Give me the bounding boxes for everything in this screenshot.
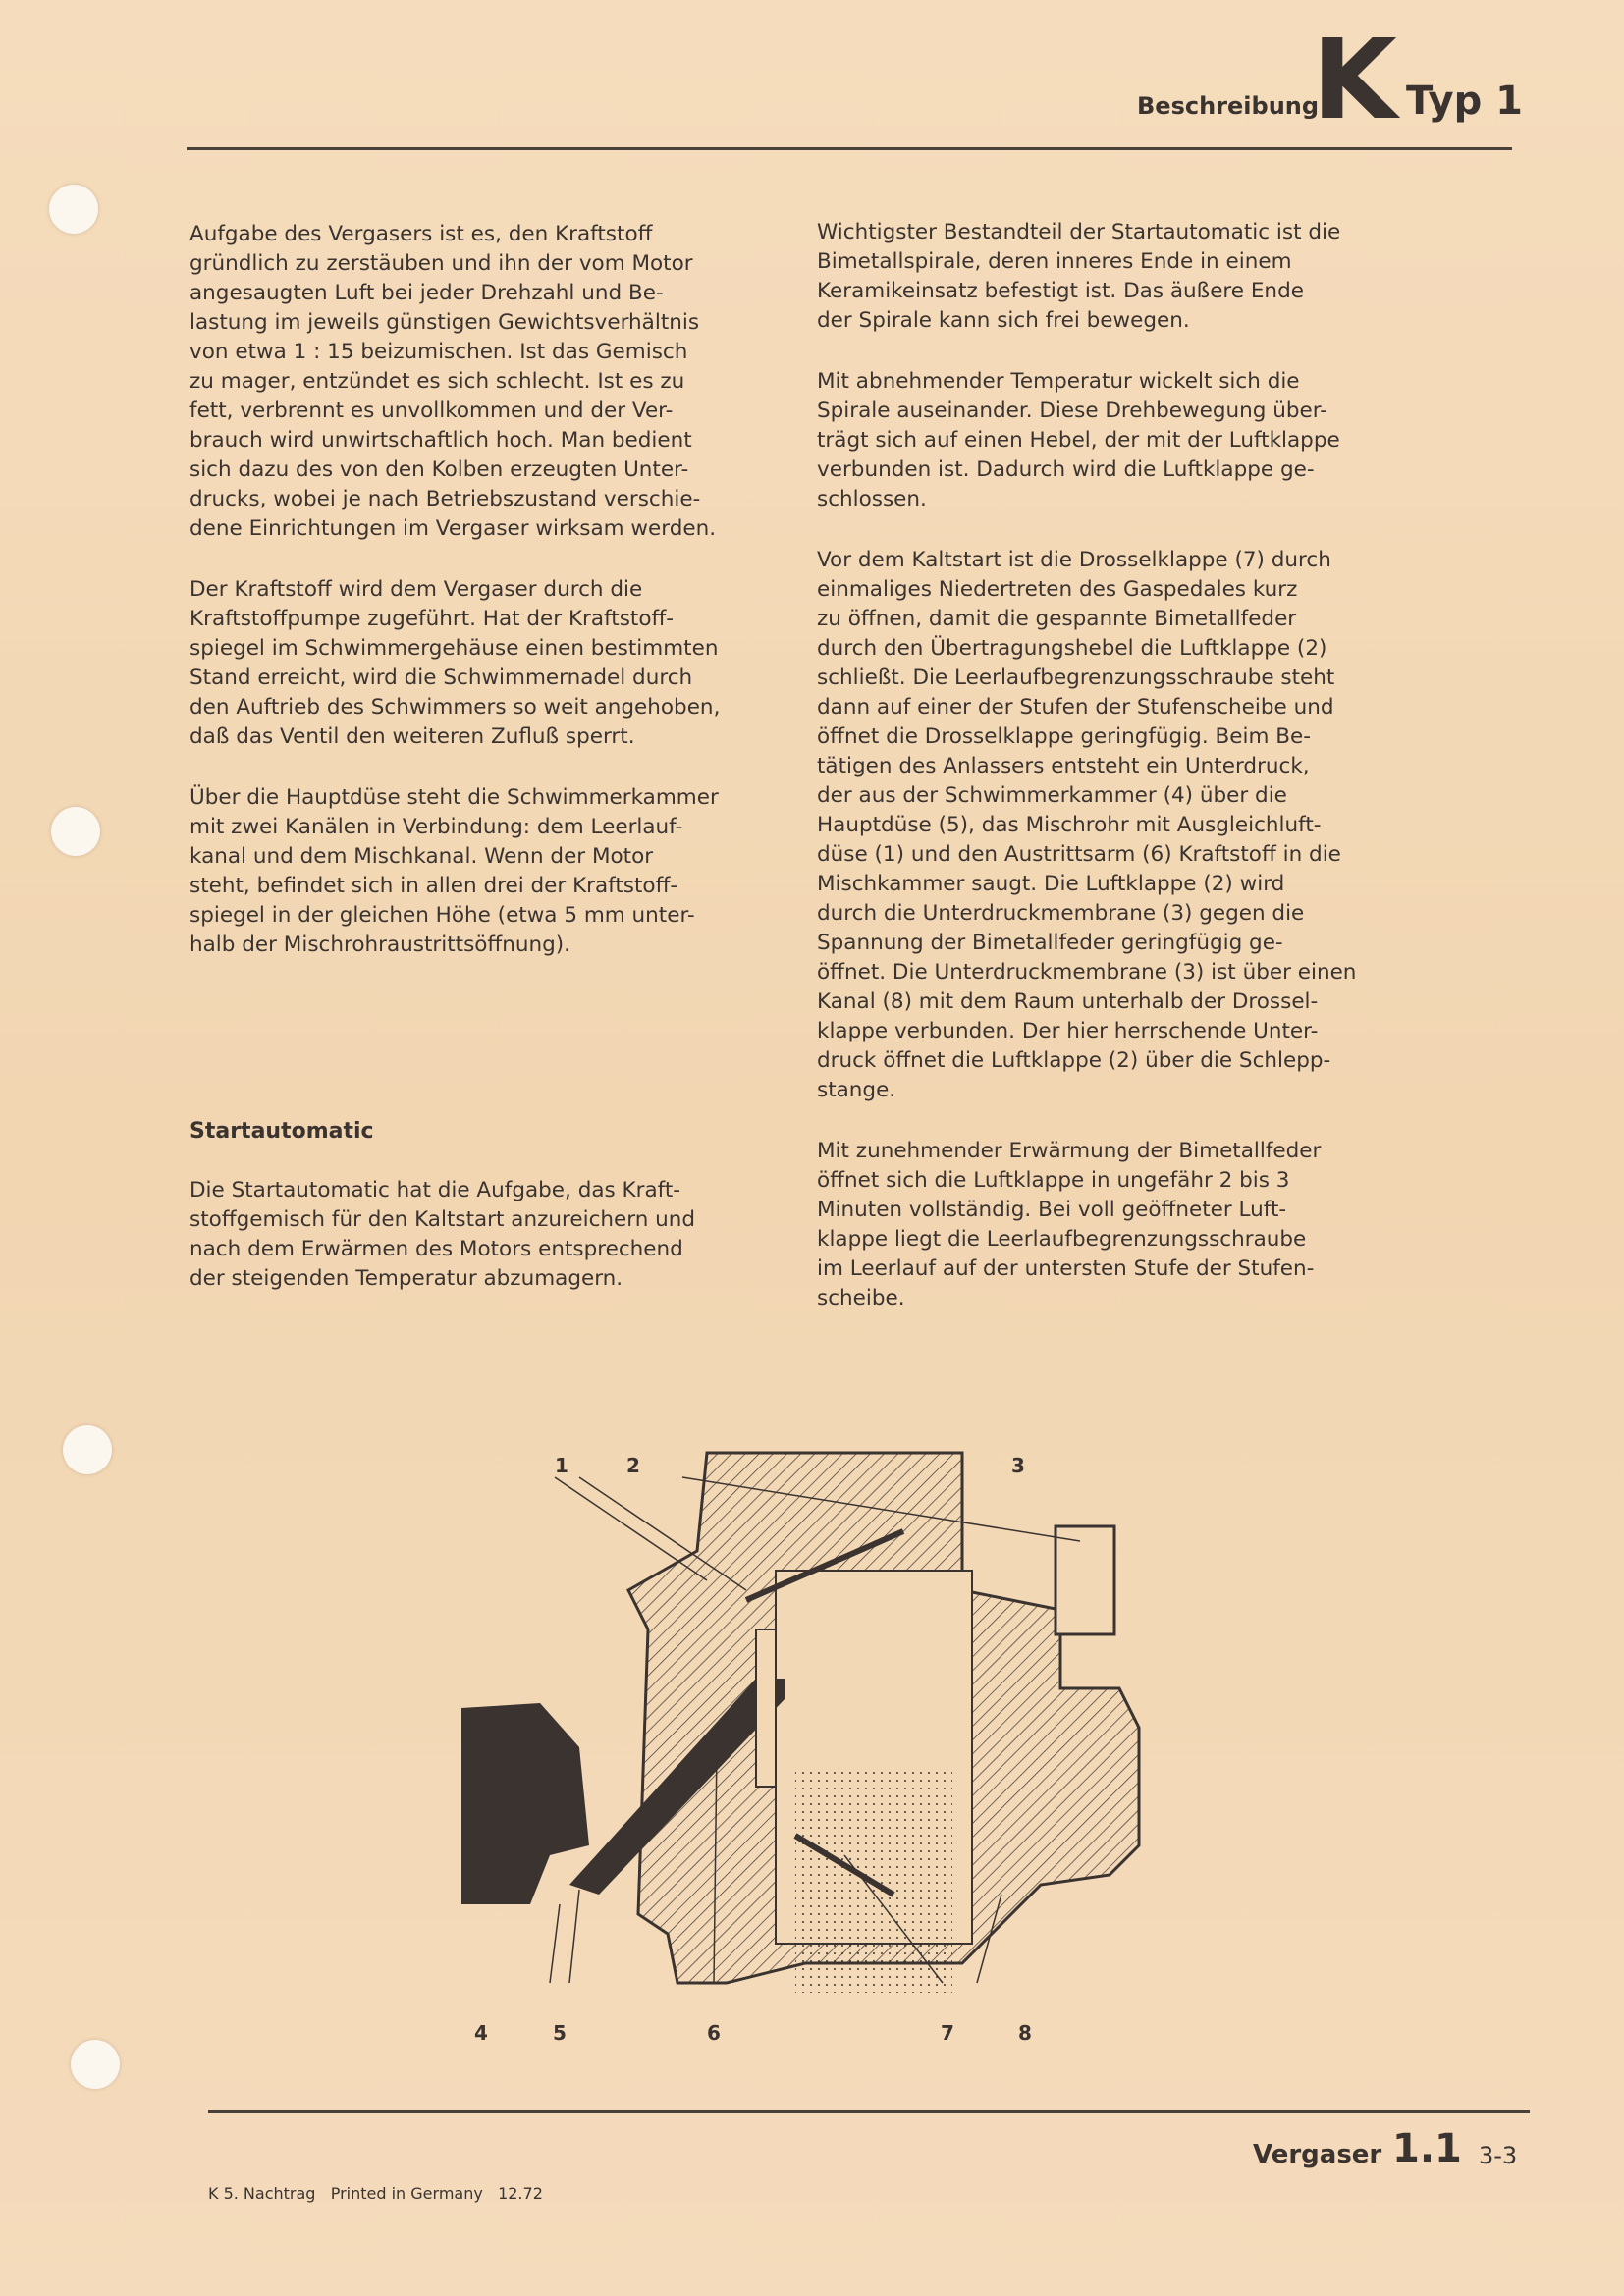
figure-label-5: 5 [553, 2021, 567, 2045]
paragraph: Über die Hauptdüse steht die Schwimmerkammer mit zwei Kanälen in Verbindung: dem Leerlauf- kanal und dem Mischkanal. Wenn der Motor steht, befindet sich in allen drei der Kraftstoff- spiegel in der gleichen Höhe (etwa 5 mm unter- halb der Mischrohraustrittsöffnung). [189, 785, 719, 957]
figure-label-4: 4 [474, 2021, 488, 2045]
print-info: K 5. Nachtrag Printed in Germany 12.72 [208, 2184, 543, 2203]
header-letter: K [1312, 17, 1397, 144]
float-chamber [461, 1703, 589, 1904]
paragraph: Vor dem Kaltstart ist die Drosselklappe (7) durch einmaliges Niedertreten des Gaspedales kurz zu öffnen, damit die gespannte Bimetallfeder durch den Übertragungshebel die Luftklappe (2) schließt. Die Leerlaufbegrenzungsschraube steht dann auf einer der Stufen der Stufenscheibe und öffnet die Drosselklappe geringfügig. Beim Be- tätigen des Anlassers entsteht ein Unterdruck, der aus der Schwimmerkammer (4) über die Hauptdüse (5), das Mischrohr mit Ausgleichluft- düse (1) und den Austrittsarm (6) Kraftstoff in die Mischkammer saugt. Die Luftklappe (2) wird durch die Unterdruckmembrane (3) gegen die Spannung der Bimetallfeder geringfügig ge- öffnet. Die Unterdruckmembrane (3) ist über einen Kanal (8) mit dem Raum unterhalb der Drossel- klappe verbunden. Der hier herrschende Unter- druck öffnet die Luftklappe (2) über die Schlepp- stange. [817, 548, 1357, 1102]
punch-hole [51, 807, 100, 856]
paragraph: Der Kraftstoff wird dem Vergaser durch die Kraftstoffpumpe zugeführt. Hat der Kraftstoff- spiegel im Schwimmergehäuse einen bestimmten Stand erreicht, wird die Schwimmernadel durch den Auftrieb des Schwimmers so weit angehoben, daß das Ventil den weiteren Zufluß sperrt. [189, 577, 721, 749]
paragraph: Aufgabe des Vergasers ist es, den Kraftstoff gründlich zu zerstäuben und ihn der vom Motor angesaugten Luft bei jeder Drehzahl und Be- lastung im jeweils günstigen Gewichtsverhältnis von etwa 1 : 15 beizumischen. Ist das Gemisch zu mager, entzündet es sich schlecht. Ist es zu fett, verbrennt es unvollkommen und der Ver- brauch wird unwirtschaftlich hoch. Man bedient sich dazu des von den Kolben erzeugten Unter- drucks, wobei je nach Betriebszustand verschie- dene Einrichtungen im Vergaser wirksam werden. [189, 222, 717, 541]
figure-label-3: 3 [1011, 1454, 1025, 1477]
figure-label-2: 2 [626, 1454, 640, 1477]
right-column [817, 218, 1381, 1345]
punch-hole [49, 185, 98, 234]
figure-label-6: 6 [707, 2021, 721, 2045]
carburetor-diagram [432, 1433, 1178, 2061]
header-type: Typ 1 [1406, 79, 1524, 124]
figure-label-1: 1 [555, 1454, 568, 1477]
paragraph: Mit zunehmender Erwärmung der Bimetallfeder öffnet sich die Luftklappe in ungefähr 2 bis 3 Minuten vollständig. Bei voll geöffneter Luft- klappe liegt die Leerlaufbegrenzungsschraube im Leerlauf auf der untersten Stufe der Stufen- scheibe. [817, 1139, 1322, 1310]
punch-hole [63, 1425, 112, 1474]
punch-hole [71, 2040, 120, 2089]
mixing-tube [756, 1629, 776, 1787]
footer-rule [208, 2110, 1530, 2113]
figure-label-7: 7 [941, 2021, 954, 2045]
paragraph: Die Startautomatic hat die Aufgabe, das Kraft- stoffgemisch für den Kaltstart anzureichern und nach dem Erwärmen des Motors entsprechend der steigenden Temperatur abzumagern. [189, 1178, 696, 1291]
paragraph: Mit abnehmender Temperatur wickelt sich die Spirale auseinander. Diese Drehbewegung über- trägt sich auf einen Hebel, der mit der Luftklappe verbunden ist. Dadurch wird die Luftklappe ge- schlossen. [817, 369, 1340, 511]
left-column [189, 220, 754, 1325]
footer-number: 1.1 [1392, 2126, 1462, 2171]
section-heading: Startautomatic [189, 1119, 374, 1144]
paragraph: Wichtigster Bestandteil der Startautomatic ist die Bimetallspirale, deren inneres Ende in einem Keramikeinsatz befestigt ist. Das äußere Ende der Spirale kann sich frei bewegen. [817, 220, 1341, 333]
figure-label-8: 8 [1018, 2021, 1032, 2045]
footer-title: Vergaser [1253, 2140, 1382, 2169]
footer-page: 3-3 [1479, 2142, 1518, 2169]
vacuum-diaphragm [1056, 1526, 1114, 1634]
header-section: Beschreibung [1137, 92, 1320, 120]
header-rule [187, 147, 1512, 150]
